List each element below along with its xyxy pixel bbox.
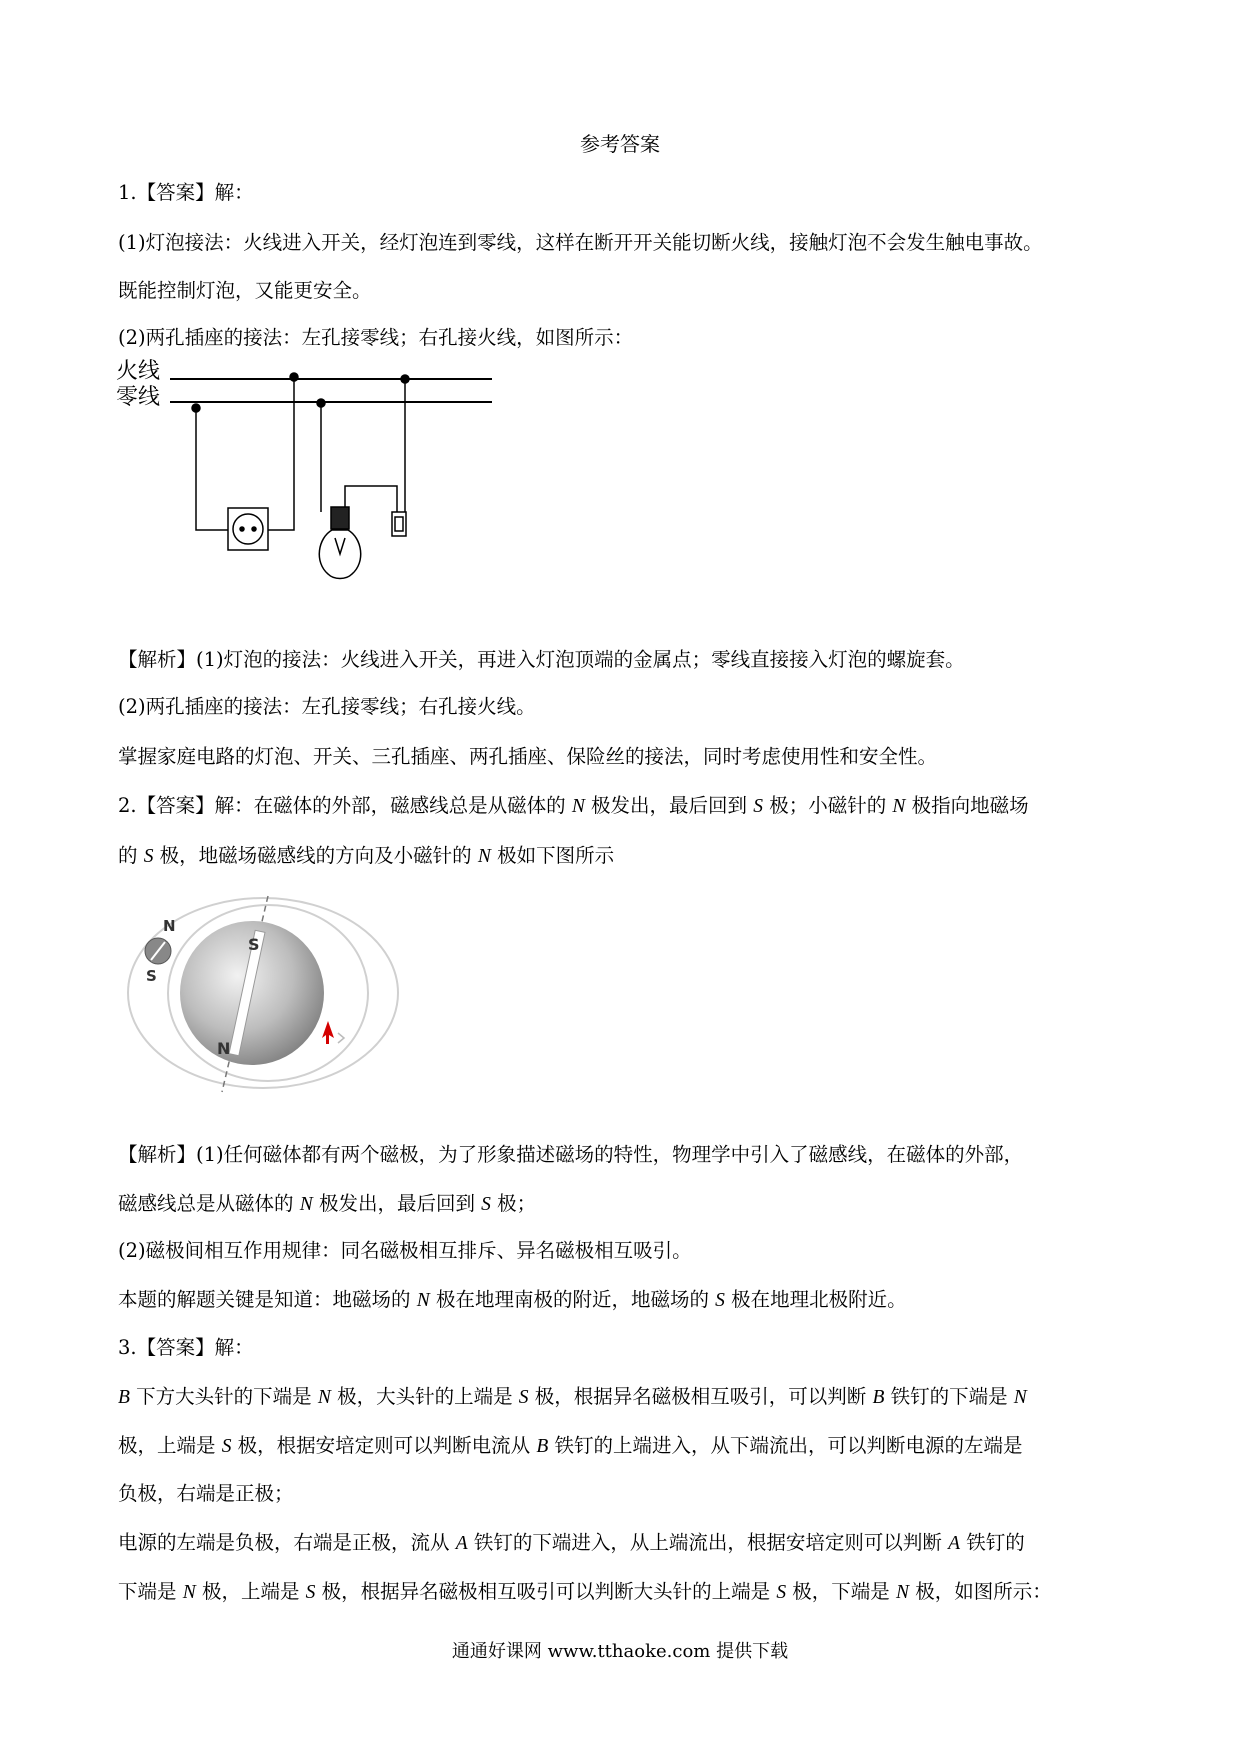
q1-answer-heading: 1.【答案】解： xyxy=(118,181,254,204)
earth-n-pole-label: N xyxy=(217,1039,231,1058)
q2-analysis-3: (2)磁极间相互作用规律：同名磁极相互排斥、异名磁极相互吸引。 xyxy=(118,1239,692,1262)
socket-wiring xyxy=(192,373,298,530)
q3-line-2: 极，上端是 S 极，根据安培定则可以判断电流从 B 铁钉的上端进入，从下端流出，可以判断电源的左端是 xyxy=(118,1434,1023,1457)
q1-paragraph-1: (1)灯泡接法：火线进入开关，经灯泡连到零线，这样在断开开关能切断火线，接触灯泡不会发生触电事故。 xyxy=(118,231,1043,254)
q3-answer-heading: 3.【答案】解： xyxy=(118,1336,254,1359)
q2-analysis-1: 【解析】(1)任何磁体都有两个磁极，为了形象描述磁场的特性，物理学中引入了磁感线，在磁体的外部， xyxy=(118,1143,1024,1166)
wiring-diagram xyxy=(110,352,510,592)
q3-line-4: 电源的左端是负极，右端是正极，流从 A 铁钉的下端进入，从上端流出，根据安培定则可以判断 A 铁钉的 xyxy=(118,1531,1025,1554)
q2-answer-line-2: 的 S 极，地磁场磁感线的方向及小磁针的 N 极如下图所示 xyxy=(118,844,615,867)
field-direction-arrow-icon xyxy=(322,1021,334,1044)
earth-magnetic-field-diagram xyxy=(118,878,408,1108)
q3-line-1: B 下方大头针的下端是 N 极，大头针的上端是 S 极，根据异名磁极相互吸引，可以判断 B 铁钉的下端是 N xyxy=(118,1385,1027,1408)
page-title: 参考答案 xyxy=(580,132,660,156)
q1-paragraph-2: 既能控制灯泡，又能更安全。 xyxy=(118,279,372,302)
wall-switch xyxy=(392,512,406,536)
q1-analysis-2: (2)两孔插座的接法：左孔接零线；右孔接火线。 xyxy=(118,695,536,718)
earth-s-pole-label: S xyxy=(248,935,260,954)
q1-paragraph-3: (2)两孔插座的接法：左孔接零线；右孔接火线，如图所示： xyxy=(118,326,634,349)
two-hole-socket xyxy=(228,508,268,550)
needle-n-label: N xyxy=(163,917,176,935)
q1-analysis-1: 【解析】(1)灯泡的接法：火线进入开关，再进入灯泡顶端的金属点；零线直接接入灯泡的螺旋套。 xyxy=(118,648,965,671)
lamp-wiring xyxy=(317,375,409,512)
q1-analysis-3: 掌握家庭电路的灯泡、开关、三孔插座、两孔插座、保险丝的接法，同时考虑使用性和安全性。 xyxy=(118,745,938,768)
q2-answer-line-1: 2.【答案】解：在磁体的外部，磁感线总是从磁体的 N 极发出，最后回到 S 极；小磁针的 N 极指向地磁场 xyxy=(118,794,1029,817)
q3-line-5: 下端是 N 极，上端是 S 极，根据异名磁极相互吸引可以判断大头针的上端是 S 极，下端是 N 极，如图所示： xyxy=(118,1580,1052,1603)
q3-line-3: 负极，右端是正极； xyxy=(118,1482,294,1505)
q2-analysis-2: 磁感线总是从磁体的 N 极发出，最后回到 S 极； xyxy=(118,1192,537,1215)
light-bulb xyxy=(319,507,360,579)
neutral-wire-label: 零线 xyxy=(116,385,161,410)
field-arrow-tip-icon xyxy=(338,1033,344,1043)
page-footer: 通通好课网 www.tthaoke.com 提供下载 xyxy=(451,1641,789,1662)
live-wire-label: 火线 xyxy=(116,359,161,384)
needle-s-label: S xyxy=(146,967,157,985)
q2-analysis-4: 本题的解题关键是知道：地磁场的 N 极在地理南极的附近，地磁场的 S 极在地理北极附近。 xyxy=(118,1288,907,1311)
